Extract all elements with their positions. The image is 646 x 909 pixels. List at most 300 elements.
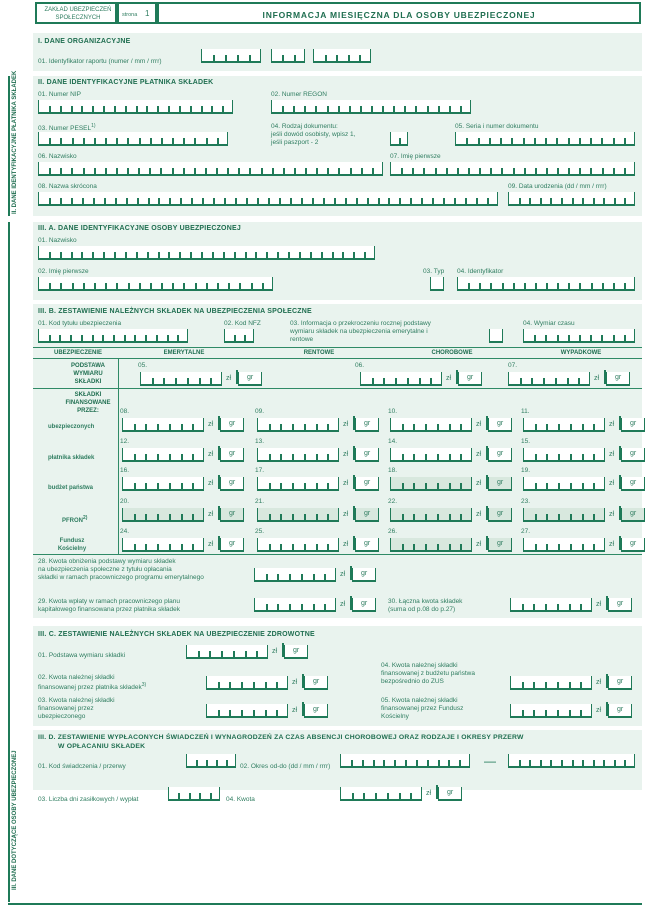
report-id-month-field[interactable] bbox=[271, 49, 305, 63]
contrib-n13-zl[interactable] bbox=[257, 448, 339, 462]
cell-divider bbox=[280, 424, 282, 430]
contrib-n10-zl[interactable] bbox=[390, 418, 472, 432]
cell-divider bbox=[292, 544, 294, 550]
threshold-info-field[interactable] bbox=[489, 329, 503, 343]
health-base-label: 01. Podstawa wymiaru składki bbox=[38, 652, 126, 659]
contrib-n21-gr[interactable] bbox=[355, 508, 379, 522]
cell-divider bbox=[181, 544, 183, 550]
cell-divider bbox=[49, 252, 51, 258]
cell-divider bbox=[253, 682, 255, 688]
health-budget-amount-zl[interactable] bbox=[510, 676, 592, 690]
cell-divider bbox=[513, 168, 515, 174]
ppe-reduction-amount-zl[interactable] bbox=[254, 568, 336, 582]
benefit-code-field[interactable] bbox=[186, 754, 236, 768]
cell-divider bbox=[280, 544, 282, 550]
insured-surname-field[interactable] bbox=[38, 246, 375, 260]
cell-divider bbox=[402, 483, 404, 489]
contrib-n20[interactable] bbox=[122, 508, 247, 522]
contrib-n26-zl[interactable] bbox=[390, 538, 472, 552]
cell-divider bbox=[402, 454, 404, 460]
cell-divider bbox=[613, 335, 615, 341]
cell-divider bbox=[535, 283, 537, 289]
cell-divider bbox=[199, 378, 201, 384]
cell-divider bbox=[460, 483, 462, 489]
health-church-amount-zl[interactable] bbox=[510, 704, 592, 718]
contrib-n12-zl[interactable] bbox=[122, 448, 204, 462]
contrib-n26[interactable] bbox=[390, 538, 515, 552]
cell-divider bbox=[60, 168, 62, 174]
total-contrib-amount-gr[interactable] bbox=[608, 598, 632, 612]
benefit-amount[interactable] bbox=[340, 787, 465, 801]
cell-divider bbox=[350, 566, 352, 580]
cell-divider bbox=[103, 252, 105, 258]
base-emerytalne[interactable] bbox=[140, 372, 265, 386]
contrib-n17-zl[interactable] bbox=[257, 477, 339, 491]
cell-divider bbox=[70, 335, 72, 341]
currency-zl: zł bbox=[292, 679, 298, 686]
cell-divider bbox=[557, 283, 559, 289]
table-bottom-line bbox=[33, 554, 642, 555]
health-base-amount[interactable] bbox=[186, 645, 311, 659]
ppe-reduction-amount-gr[interactable] bbox=[352, 568, 376, 582]
base-emerytalne-zl[interactable] bbox=[140, 372, 222, 386]
cell-divider bbox=[593, 514, 595, 520]
cell-divider bbox=[413, 454, 415, 460]
row-skladki: SKŁADKI FINANSOWANE PRZEZ: bbox=[65, 392, 111, 414]
cell-divider bbox=[150, 283, 152, 289]
contrib-n18[interactable] bbox=[390, 477, 515, 491]
base-wypadkowe-zl[interactable] bbox=[508, 372, 590, 386]
contrib-n22-zl[interactable] bbox=[390, 508, 472, 522]
cell-divider bbox=[348, 55, 350, 61]
ppk-amount[interactable] bbox=[254, 598, 379, 612]
row-ubezpieczonych: ubezpieczonych bbox=[48, 424, 95, 430]
cell-divider bbox=[545, 138, 547, 144]
cell-divider bbox=[172, 138, 174, 144]
cell-divider bbox=[546, 483, 548, 489]
contrib-n12-gr[interactable] bbox=[220, 448, 244, 462]
contrib-n11[interactable] bbox=[523, 418, 646, 432]
cell-divider bbox=[316, 424, 318, 430]
cell-divider bbox=[460, 454, 462, 460]
cell-divider bbox=[206, 283, 208, 289]
cell-divider bbox=[593, 483, 595, 489]
contrib-n25-zl[interactable] bbox=[257, 538, 339, 552]
contrib-n26-gr[interactable] bbox=[488, 538, 512, 552]
contrib-n11-zl[interactable] bbox=[523, 418, 605, 432]
contrib-n22-gr[interactable] bbox=[488, 508, 512, 522]
cell-divider bbox=[279, 198, 281, 204]
cell-divider bbox=[134, 483, 136, 489]
insurance-code-field[interactable] bbox=[38, 329, 188, 343]
cell-divider bbox=[71, 106, 73, 112]
contrib-n08-gr[interactable] bbox=[220, 418, 244, 432]
cell-divider bbox=[407, 378, 409, 384]
health-budget-amount[interactable] bbox=[510, 676, 635, 690]
cell-divider bbox=[125, 252, 127, 258]
contrib-n10[interactable] bbox=[390, 418, 515, 432]
cell-divider bbox=[217, 138, 219, 144]
section-3-side-label: III. DANE DOTYCZĄCE OSOBY UBEZPIECZONEJ bbox=[12, 750, 18, 890]
health-payer-amount[interactable] bbox=[206, 676, 331, 690]
ppk-amount-gr[interactable] bbox=[352, 598, 376, 612]
cell-divider bbox=[210, 793, 212, 799]
health-church-amount-gr[interactable] bbox=[608, 704, 632, 718]
cell-divider bbox=[316, 483, 318, 489]
field-number: 08. bbox=[120, 408, 130, 415]
pesel-field[interactable] bbox=[38, 132, 228, 146]
cell-divider bbox=[302, 674, 304, 688]
nfz-code-field[interactable] bbox=[224, 329, 254, 343]
health-budget-amount-gr[interactable] bbox=[608, 676, 632, 690]
currency-zl: zł bbox=[446, 375, 452, 382]
cell-divider bbox=[316, 454, 318, 460]
cell-divider bbox=[353, 252, 355, 258]
cell-divider bbox=[582, 424, 584, 430]
contrib-n08[interactable] bbox=[122, 418, 247, 432]
table-header-line-2 bbox=[33, 358, 642, 359]
total-contrib-amount-zl[interactable] bbox=[510, 598, 592, 612]
cell-divider bbox=[425, 424, 427, 430]
contrib-n27-gr[interactable] bbox=[621, 538, 645, 552]
health-base-amount-gr[interactable] bbox=[284, 645, 308, 659]
cell-divider bbox=[294, 55, 296, 61]
pesel-label: 03. Numer PESEL$^{1)}$ bbox=[38, 123, 96, 133]
currency-gr: gr bbox=[497, 540, 504, 547]
health-insured-amount-gr[interactable] bbox=[304, 704, 328, 718]
currency-gr: gr bbox=[364, 479, 371, 486]
contrib-n12[interactable] bbox=[122, 448, 247, 462]
currency-gr: gr bbox=[467, 374, 474, 381]
contrib-n13-gr[interactable] bbox=[355, 448, 379, 462]
period-to-field[interactable] bbox=[508, 754, 635, 768]
cell-divider bbox=[511, 138, 513, 144]
cell-divider bbox=[115, 198, 117, 204]
cell-divider bbox=[449, 454, 451, 460]
cell-divider bbox=[533, 604, 535, 610]
cell-divider bbox=[92, 252, 94, 258]
cell-divider bbox=[432, 198, 434, 204]
cell-divider bbox=[372, 378, 374, 384]
row-podstawa: PODSTAWA WYMIARU SKŁADKI bbox=[71, 363, 105, 385]
cell-divider bbox=[304, 483, 306, 489]
row-podstawa-line bbox=[33, 388, 642, 389]
benefit-days-field[interactable] bbox=[168, 787, 220, 801]
cell-divider bbox=[457, 168, 459, 174]
cell-divider bbox=[545, 682, 547, 688]
contrib-n16-gr[interactable] bbox=[220, 477, 244, 491]
cell-divider bbox=[49, 283, 51, 289]
cell-divider bbox=[201, 106, 203, 112]
cell-divider bbox=[430, 378, 432, 384]
cell-divider bbox=[145, 514, 147, 520]
section-3d-title-1: III. D. ZESTAWIENIE WYPŁACONYCH ŚWIADCZEŃ I WYNAGRODZEŃ ZA CZAS ABSENCJI CHOROBOWEJ ORAZ RODZAJE I OKRESY PRZERW bbox=[38, 734, 524, 741]
cell-divider bbox=[169, 514, 171, 520]
cell-divider bbox=[590, 168, 592, 174]
report-id-year-field[interactable] bbox=[313, 49, 371, 63]
health-church-label-3: Kościelny bbox=[381, 713, 409, 720]
section-2-side-label: II. DANE IDENTYFIKACYJNE PŁATNIKA SKŁADEK bbox=[12, 70, 18, 214]
cell-divider bbox=[362, 760, 364, 766]
cell-divider bbox=[404, 106, 406, 112]
cell-divider bbox=[405, 760, 407, 766]
contrib-n25-gr[interactable] bbox=[355, 538, 379, 552]
cell-divider bbox=[437, 514, 439, 520]
base-chorobowe[interactable] bbox=[360, 372, 485, 386]
contrib-n27[interactable] bbox=[523, 538, 646, 552]
cell-divider bbox=[327, 424, 329, 430]
cell-divider bbox=[383, 760, 385, 766]
cell-divider bbox=[216, 760, 218, 766]
cell-divider bbox=[293, 106, 295, 112]
working-time-field[interactable] bbox=[523, 329, 635, 343]
health-insured-amount-zl[interactable] bbox=[206, 704, 288, 718]
cell-divider bbox=[169, 454, 171, 460]
contrib-n24[interactable] bbox=[122, 538, 247, 552]
nip-field[interactable] bbox=[38, 100, 233, 114]
cell-divider bbox=[567, 378, 569, 384]
cell-divider bbox=[523, 138, 525, 144]
birth-date-label: 09. Data urodzenia (dd / mm / rrrr) bbox=[508, 183, 607, 190]
health-payer-amount-zl[interactable] bbox=[206, 676, 288, 690]
cell-divider bbox=[367, 198, 369, 204]
birth-date-field[interactable] bbox=[508, 192, 635, 206]
cell-divider bbox=[535, 168, 537, 174]
field-number: 27. bbox=[521, 528, 531, 535]
contrib-n20-zl[interactable] bbox=[122, 508, 204, 522]
cell-divider bbox=[224, 198, 226, 204]
cell-divider bbox=[327, 544, 329, 550]
cell-divider bbox=[614, 198, 616, 204]
insured-identifier-field[interactable] bbox=[457, 277, 635, 291]
currency-gr: gr bbox=[497, 450, 504, 457]
cell-divider bbox=[546, 454, 548, 460]
cell-divider bbox=[613, 168, 615, 174]
health-payer-amount-gr[interactable] bbox=[304, 676, 328, 690]
cell-divider bbox=[301, 574, 303, 580]
ppk-label-2: kapitałowego finansowana przez płatnika składek bbox=[38, 606, 181, 613]
cell-divider bbox=[579, 283, 581, 289]
insured-surname-label: 01. Nazwisko bbox=[38, 237, 77, 244]
surname-field[interactable] bbox=[38, 162, 383, 176]
period-from-field[interactable] bbox=[340, 754, 470, 768]
cell-divider bbox=[60, 138, 62, 144]
cell-divider bbox=[327, 454, 329, 460]
cell-divider bbox=[194, 168, 196, 174]
contrib-n11-gr[interactable] bbox=[621, 418, 645, 432]
doc-type-label: 04. Rodzaj dokumentu: bbox=[271, 123, 338, 130]
first-name-field[interactable] bbox=[390, 162, 635, 176]
cell-divider bbox=[489, 138, 491, 144]
page-number: 1 bbox=[145, 9, 150, 18]
contrib-n19-zl[interactable] bbox=[523, 477, 605, 491]
cell-divider bbox=[502, 283, 504, 289]
contrib-n16[interactable] bbox=[122, 477, 247, 491]
cell-divider bbox=[345, 198, 347, 204]
cell-divider bbox=[238, 168, 240, 174]
contrib-n24-zl[interactable] bbox=[122, 538, 204, 552]
contrib-n14-gr[interactable] bbox=[488, 448, 512, 462]
cell-divider bbox=[304, 514, 306, 520]
base-emerytalne-gr[interactable] bbox=[238, 372, 262, 386]
cell-divider bbox=[545, 335, 547, 341]
cell-divider bbox=[168, 106, 170, 112]
cell-divider bbox=[216, 168, 218, 174]
total-contrib-amount[interactable] bbox=[510, 598, 635, 612]
health-church-amount[interactable] bbox=[510, 704, 635, 718]
header-institution-box bbox=[35, 2, 117, 24]
cell-divider bbox=[60, 252, 62, 258]
short-name-field[interactable] bbox=[38, 192, 498, 206]
contrib-n25[interactable] bbox=[257, 538, 382, 552]
currency-zl: zł bbox=[208, 541, 214, 548]
cell-divider bbox=[218, 416, 220, 430]
currency-zl: zł bbox=[292, 707, 298, 714]
contrib-n24-gr[interactable] bbox=[220, 538, 244, 552]
insured-type-field[interactable] bbox=[430, 277, 444, 291]
contrib-n09[interactable] bbox=[257, 418, 382, 432]
benefit-code-label: 01. Kod świadczenia / przerwy bbox=[38, 763, 126, 770]
cell-divider bbox=[178, 793, 180, 799]
cell-divider bbox=[602, 283, 604, 289]
doc-number-field[interactable] bbox=[455, 132, 635, 146]
field-number: 11. bbox=[521, 408, 530, 415]
cell-divider bbox=[324, 574, 326, 580]
contrib-n18-zl[interactable] bbox=[390, 477, 472, 491]
currency-zl: zł bbox=[208, 451, 214, 458]
currency-gr: gr bbox=[615, 374, 622, 381]
contrib-n10-gr[interactable] bbox=[488, 418, 512, 432]
field-number: 05. bbox=[138, 362, 148, 369]
contrib-n21[interactable] bbox=[257, 508, 382, 522]
base-wypadkowe[interactable] bbox=[508, 372, 633, 386]
cell-divider bbox=[487, 198, 489, 204]
contrib-n22[interactable] bbox=[390, 508, 515, 522]
currency-gr: gr bbox=[229, 479, 236, 486]
cell-divider bbox=[479, 168, 481, 174]
surname-label: 06. Nazwisko bbox=[38, 153, 77, 160]
cell-divider bbox=[218, 536, 220, 550]
regon-field[interactable] bbox=[271, 100, 471, 114]
health-base-amount-zl[interactable] bbox=[186, 645, 268, 659]
cell-divider bbox=[603, 760, 605, 766]
cell-divider bbox=[92, 335, 94, 341]
contrib-n27-zl[interactable] bbox=[523, 538, 605, 552]
section-3b-title: III. B. ZESTAWIENIE NALEŻNYCH SKŁADEK NA UBEZPIECZENIA SPOŁECZNE bbox=[38, 308, 312, 315]
contrib-n08-zl[interactable] bbox=[122, 418, 204, 432]
col-wypadkowe: WYPADKOWE bbox=[560, 350, 602, 356]
cell-divider bbox=[570, 514, 572, 520]
contrib-n14[interactable] bbox=[390, 448, 515, 462]
cell-divider bbox=[478, 138, 480, 144]
section-3a-title: III. A. DANE IDENTYFIKACYJNE OSOBY UBEZPIECZONEJ bbox=[38, 225, 241, 232]
contrib-n17-gr[interactable] bbox=[355, 477, 379, 491]
cell-divider bbox=[413, 514, 415, 520]
ppe-reduction-amount[interactable] bbox=[254, 568, 379, 582]
contrib-n21-zl[interactable] bbox=[257, 508, 339, 522]
contrib-n09-zl[interactable] bbox=[257, 418, 339, 432]
cell-divider bbox=[421, 198, 423, 204]
health-insured-amount[interactable] bbox=[206, 704, 331, 718]
field-number: 18. bbox=[388, 467, 398, 474]
cell-divider bbox=[114, 106, 116, 112]
benefit-amount-gr[interactable] bbox=[438, 787, 462, 801]
cell-divider bbox=[261, 168, 263, 174]
cell-divider bbox=[49, 106, 51, 112]
contrib-n15-zl[interactable] bbox=[523, 448, 605, 462]
period-label: 02. Okres od-do (dd / mm / rrrr) bbox=[240, 763, 331, 770]
base-chorobowe-gr[interactable] bbox=[458, 372, 482, 386]
ppk-amount-zl[interactable] bbox=[254, 598, 336, 612]
field-number: 21. bbox=[255, 498, 265, 505]
cell-divider bbox=[601, 138, 603, 144]
cell-divider bbox=[619, 446, 621, 460]
contrib-n14-zl[interactable] bbox=[390, 448, 472, 462]
row-platnika: płatnika składek bbox=[48, 455, 95, 461]
cell-divider bbox=[72, 283, 74, 289]
cell-divider bbox=[265, 682, 267, 688]
cell-divider bbox=[558, 514, 560, 520]
currency-zl: zł bbox=[343, 451, 349, 458]
doc-type-field[interactable] bbox=[390, 132, 408, 146]
contrib-n09-gr[interactable] bbox=[355, 418, 379, 432]
contrib-n15-gr[interactable] bbox=[621, 448, 645, 462]
contrib-n13[interactable] bbox=[257, 448, 382, 462]
section-3-side-bar bbox=[8, 222, 10, 902]
cell-divider bbox=[265, 710, 267, 716]
contrib-n15[interactable] bbox=[523, 448, 646, 462]
contrib-n17[interactable] bbox=[257, 477, 382, 491]
contrib-n18-gr[interactable] bbox=[488, 477, 512, 491]
benefit-amount-zl[interactable] bbox=[340, 787, 422, 801]
report-id-number-field[interactable] bbox=[201, 49, 261, 63]
cell-divider bbox=[183, 138, 185, 144]
currency-zl: zł bbox=[596, 679, 602, 686]
contrib-n23-zl[interactable] bbox=[523, 508, 605, 522]
cell-divider bbox=[179, 106, 181, 112]
currency-zl: zł bbox=[272, 648, 278, 655]
field-number: 17. bbox=[255, 467, 265, 474]
cell-divider bbox=[269, 424, 271, 430]
contrib-n20-gr[interactable] bbox=[220, 508, 244, 522]
contrib-n16-zl[interactable] bbox=[122, 477, 204, 491]
currency-zl: zł bbox=[226, 375, 232, 382]
cell-divider bbox=[71, 198, 73, 204]
cell-divider bbox=[334, 198, 336, 204]
cell-divider bbox=[128, 283, 130, 289]
insured-first-name-field[interactable] bbox=[38, 277, 273, 291]
base-chorobowe-zl[interactable] bbox=[360, 372, 442, 386]
contrib-n23-gr[interactable] bbox=[621, 508, 645, 522]
cell-divider bbox=[425, 514, 427, 520]
cell-divider bbox=[304, 106, 306, 112]
health-insured-label-1: 03. Kwota należnej składki bbox=[38, 697, 115, 704]
cell-divider bbox=[245, 252, 247, 258]
cell-divider bbox=[316, 544, 318, 550]
cell-divider bbox=[449, 514, 451, 520]
contrib-n19-gr[interactable] bbox=[621, 477, 645, 491]
base-wypadkowe-gr[interactable] bbox=[606, 372, 630, 386]
cell-divider bbox=[282, 106, 284, 112]
cell-divider bbox=[353, 506, 355, 520]
cell-divider bbox=[134, 424, 136, 430]
cell-divider bbox=[169, 544, 171, 550]
contrib-n19[interactable] bbox=[523, 477, 646, 491]
cell-divider bbox=[236, 370, 238, 384]
cell-divider bbox=[49, 138, 51, 144]
contrib-n23[interactable] bbox=[523, 508, 646, 522]
cell-divider bbox=[425, 454, 427, 460]
